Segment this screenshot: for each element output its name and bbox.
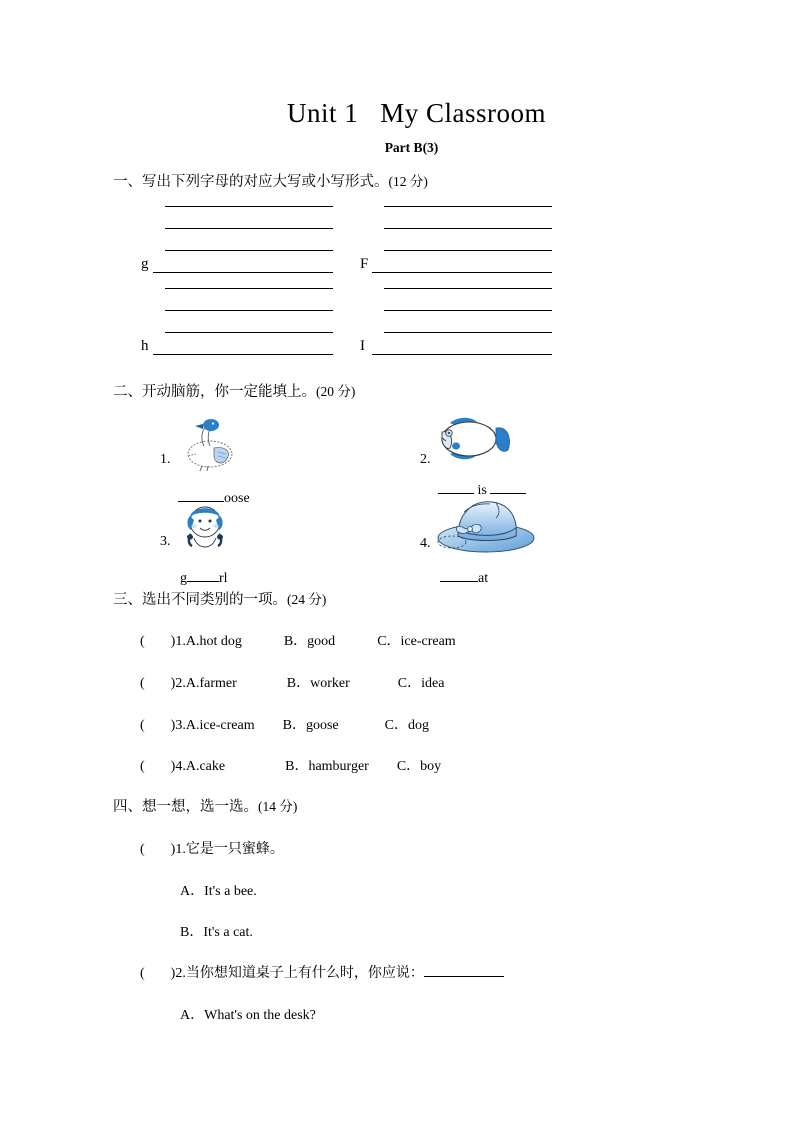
answer-bracket[interactable]: ( ) xyxy=(140,676,176,691)
section-four-q1-option-a[interactable]: A．It's a bee. xyxy=(180,884,257,899)
copybook-letter-prompt: I xyxy=(360,338,365,354)
choice-row-2-option-a[interactable]: A.farmer xyxy=(185,676,237,691)
section-four-q2-number: 2. xyxy=(175,966,186,981)
section-four-q1-number: 1. xyxy=(175,842,186,857)
page-title xyxy=(0,98,793,129)
copybook-baseline xyxy=(372,354,552,355)
picture-item-4-answer-line[interactable] xyxy=(440,568,488,587)
copybook-block-h[interactable] xyxy=(141,288,333,356)
choice-row-1-option-c[interactable]: C．ice-cream xyxy=(377,634,456,649)
subtitle-paren: (3) xyxy=(422,140,439,155)
section-four-q1-prompt: 它是一只蜜蜂。 xyxy=(185,840,284,856)
choice-row-3[interactable] xyxy=(140,714,429,734)
copybook-line xyxy=(165,206,333,207)
copybook-line xyxy=(384,310,552,311)
copybook-line xyxy=(165,288,333,289)
picture-item-3 xyxy=(160,498,300,586)
title-unit-number: Unit 1 xyxy=(286,98,359,128)
picture-item-4-suffix: at xyxy=(478,571,489,586)
picture-item-1 xyxy=(160,418,300,506)
choice-row-1-option-b[interactable]: B．good xyxy=(283,634,336,649)
answer-bracket[interactable]: ( ) xyxy=(140,966,176,981)
choice-row-3-number: 3. xyxy=(175,718,186,733)
choice-row-1[interactable] xyxy=(140,630,456,650)
goose-illustration xyxy=(174,418,246,477)
copybook-letter-prompt: g xyxy=(141,256,149,272)
fish-illustration xyxy=(432,408,512,475)
choice-row-4-option-c[interactable]: C．boy xyxy=(396,759,442,774)
section-four-q2-prompt: 当你想知道桌子上有什么时，你应说： xyxy=(185,964,424,980)
picture-item-1-suffix: oose xyxy=(224,491,250,506)
copybook-baseline xyxy=(372,272,552,273)
picture-item-number: 2. xyxy=(420,452,431,467)
choice-row-4-option-a[interactable]: A.cake xyxy=(185,759,226,774)
copybook-line xyxy=(384,250,552,251)
hat-illustration xyxy=(434,498,538,559)
answer-bracket[interactable]: ( ) xyxy=(140,718,176,733)
section-four-heading xyxy=(113,795,297,816)
blank-underline[interactable] xyxy=(187,568,219,582)
answer-bracket[interactable]: ( ) xyxy=(140,759,176,774)
picture-item-number: 4. xyxy=(420,536,431,551)
picture-item-3-suffix: rl xyxy=(219,571,228,586)
copybook-line xyxy=(384,288,552,289)
choice-row-2-number: 2. xyxy=(175,676,186,691)
picture-item-3-answer-line[interactable] xyxy=(180,568,228,587)
picture-item-2 xyxy=(420,408,570,498)
copybook-letter-prompt: h xyxy=(141,338,149,354)
section-one-heading-text: 一、写出下列字母的对应大写或小写形式。 xyxy=(113,174,389,190)
picture-item-number: 3. xyxy=(160,534,171,549)
choice-row-1-option-a[interactable]: A.hot dog xyxy=(185,634,242,649)
section-two-heading xyxy=(113,380,355,401)
blank-underline[interactable] xyxy=(424,963,504,977)
choice-row-3-option-b[interactable]: B．goose xyxy=(282,718,339,733)
copybook-block-I[interactable] xyxy=(360,288,552,356)
choice-row-4-option-b[interactable]: B．hamburger xyxy=(285,759,369,774)
copybook-line xyxy=(165,310,333,311)
copybook-block-F[interactable] xyxy=(360,206,552,274)
blank-underline[interactable] xyxy=(490,480,526,494)
picture-item-3-prefix: g xyxy=(180,571,187,586)
section-four-q2-option-a[interactable]: A．What's on the desk? xyxy=(180,1008,316,1023)
copybook-line xyxy=(384,206,552,207)
section-one-heading xyxy=(113,170,428,191)
picture-item-number: 1. xyxy=(160,452,171,467)
subtitle-part: Part B xyxy=(384,140,423,155)
choice-row-3-option-c[interactable]: C．dog xyxy=(384,718,429,733)
blank-underline[interactable] xyxy=(438,480,474,494)
copybook-line xyxy=(165,332,333,333)
section-four-question-2[interactable] xyxy=(140,962,504,982)
section-two-score: (20 分) xyxy=(316,384,356,399)
copybook-line xyxy=(165,250,333,251)
section-three-heading-text: 三、选出不同类别的一项。 xyxy=(113,592,287,608)
copybook-block-g[interactable] xyxy=(141,206,333,274)
picture-item-2-answer-line[interactable] xyxy=(438,480,526,499)
section-four-q1-option-b[interactable]: B．It's a cat. xyxy=(180,925,253,940)
choice-row-4-number: 4. xyxy=(175,759,186,774)
title-unit-name: My Classroom xyxy=(380,98,547,128)
section-four-question-1[interactable] xyxy=(140,838,284,858)
section-four-heading-text: 四、想一想，选一选。 xyxy=(113,799,258,815)
copybook-line xyxy=(384,228,552,229)
copybook-line xyxy=(165,228,333,229)
section-one-score: (12 分) xyxy=(388,174,428,189)
copybook-letter-prompt: F xyxy=(360,256,369,272)
choice-row-1-number: 1. xyxy=(175,634,186,649)
copybook-baseline xyxy=(153,354,333,355)
girl-illustration xyxy=(174,498,236,557)
copybook-baseline xyxy=(153,272,333,273)
choice-row-2-option-b[interactable]: B．worker xyxy=(286,676,350,691)
copybook-line xyxy=(384,332,552,333)
page-subtitle xyxy=(0,140,793,156)
answer-bracket[interactable]: ( ) xyxy=(140,634,176,649)
picture-item-2-mid: is xyxy=(477,483,487,498)
choice-row-2-option-c[interactable]: C．idea xyxy=(397,676,445,691)
picture-item-4 xyxy=(420,498,570,586)
section-two-heading-text: 二、开动脑筋，你一定能填上。 xyxy=(113,384,316,400)
choice-row-2[interactable] xyxy=(140,672,444,692)
section-three-score: (24 分) xyxy=(287,592,327,607)
blank-underline[interactable] xyxy=(440,568,478,582)
section-three-heading xyxy=(113,588,326,609)
choice-row-3-option-a[interactable]: A.ice-cream xyxy=(185,718,255,733)
section-four-score: (14 分) xyxy=(258,799,298,814)
choice-row-4[interactable] xyxy=(140,755,441,775)
answer-bracket[interactable]: ( ) xyxy=(140,842,176,857)
